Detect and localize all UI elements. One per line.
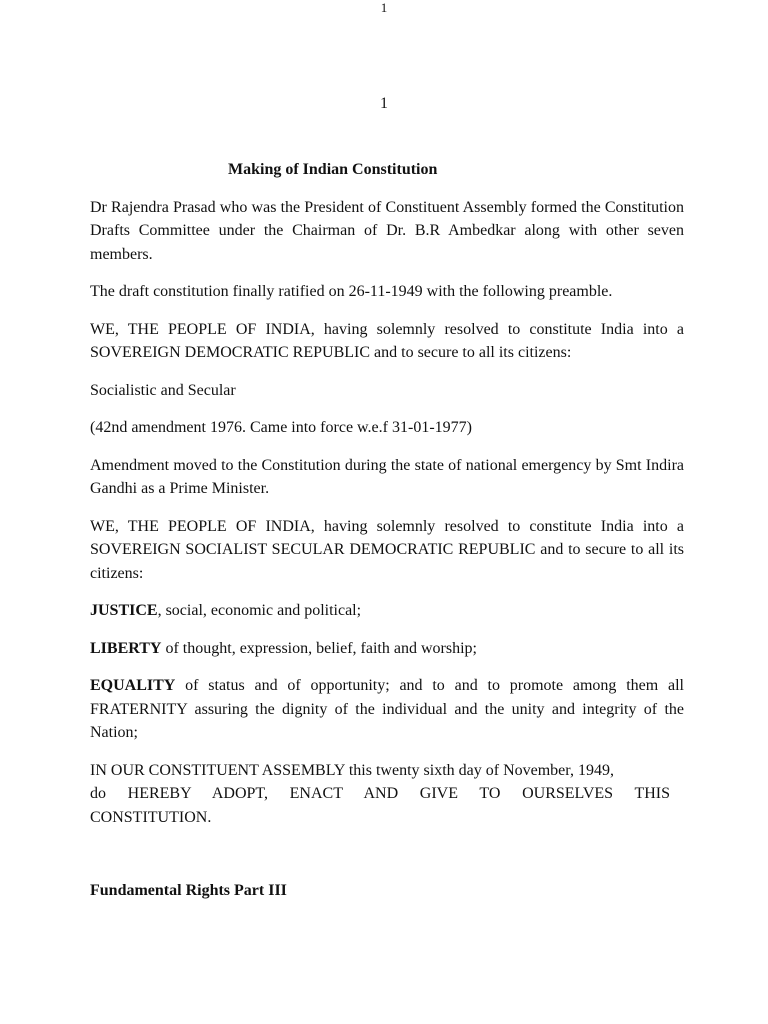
page-number: 1: [380, 95, 388, 112]
paragraph-amendment-emergency: Amendment moved to the Constitution during the state of national emergency by Smt Indira Gandhi as a Prime Minister.: [90, 456, 684, 497]
page-title: Making of Indian Constitution: [228, 161, 438, 178]
justice-label: JUSTICE: [90, 602, 158, 619]
liberty-text: of thought, expression, belief, faith and worship;: [161, 639, 477, 657]
justice-text: , social, economic and political;: [157, 602, 362, 619]
paragraph-justice: [90, 599, 670, 623]
equality-label: EQUALITY: [90, 677, 176, 694]
paragraph-constituent-assembly: Dr Rajendra Prasad who was the President of Constituent Assembly formed the Constitution Drafts Committee under the Chairman of Dr. B.R Ambedkar along with other seven members.: [90, 198, 684, 263]
paragraph-liberty: [90, 637, 670, 661]
liberty-label: LIBERTY: [90, 639, 162, 657]
paragraph-draft-ratified: The draft constitution finally ratified on 26-11-1949 with the following preamble.: [90, 283, 613, 300]
paragraph-equality: [90, 674, 684, 745]
adoption-line-3: CONSTITUTION.: [90, 808, 212, 826]
header-page-number: 1: [380, 0, 388, 15]
adoption-line-2: do HEREBY ADOPT, ENACT AND GIVE TO OURSELVES THIS: [90, 785, 670, 802]
equality-text: of status and of opportunity; and to and to promote among them all FRATERNITY assuring the dignity of the individual and the unity and integrity of the Nation;: [90, 677, 684, 741]
paragraph-adoption: [90, 759, 670, 830]
paragraph-42nd-amendment: (42nd amendment 1976. Came into force w.e.f 31-01-1977): [90, 419, 472, 436]
paragraph-socialistic-secular: Socialistic and Secular: [90, 381, 236, 399]
paragraph-preamble-original: WE, THE PEOPLE OF INDIA, having solemnly resolved to constitute India into a SOVEREIGN DEMOCRATIC REPUBLIC and to secure to all its citizens:: [90, 320, 684, 361]
section-heading-fundamental-rights: Fundamental Rights Part III: [90, 882, 287, 899]
paragraph-preamble-amended: WE, THE PEOPLE OF INDIA, having solemnly resolved to constitute India into a SOVEREIGN SOCIALIST SECULAR DEMOCRATIC REPUBLIC and to secure to all its citizens:: [90, 517, 684, 582]
adoption-line-1: IN OUR CONSTITUENT ASSEMBLY this twenty sixth day of November, 1949,: [90, 761, 614, 779]
document-body: [90, 158, 684, 917]
